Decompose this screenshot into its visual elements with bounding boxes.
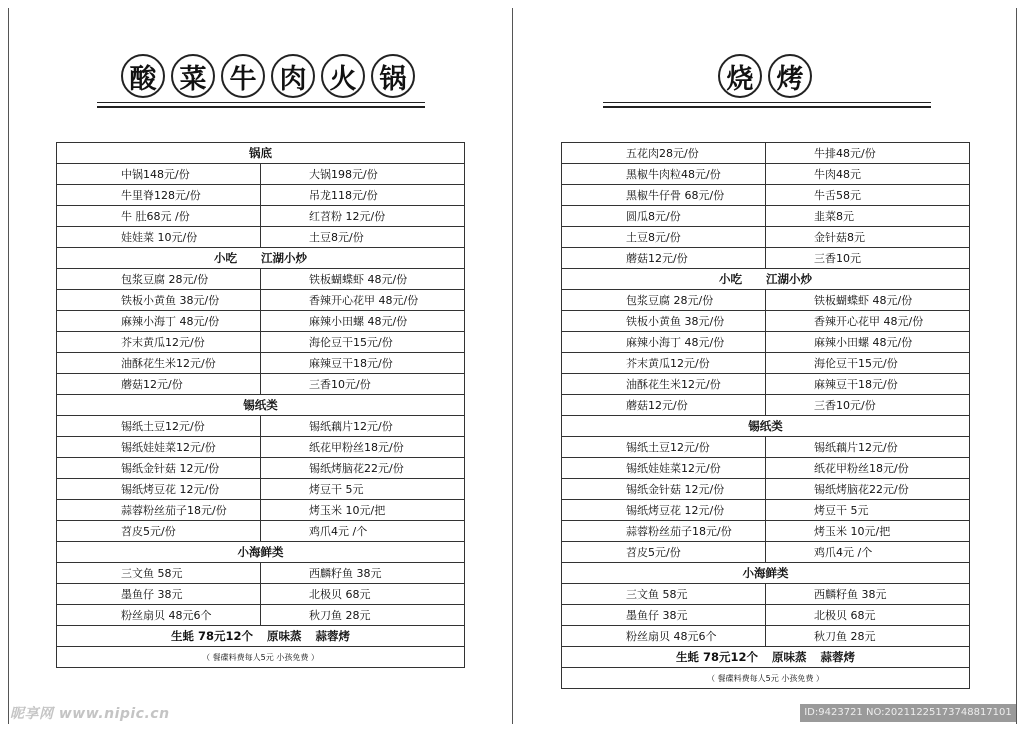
menu-page-hotpot [8, 8, 512, 724]
menu-item: 土豆8元/份 [261, 227, 465, 248]
menu-item: 纸花甲粉丝18元/份 [261, 437, 465, 458]
menu-item: 香辣开心花甲 48元/份 [261, 290, 465, 311]
section-header [562, 563, 970, 584]
menu-item: 粉丝扇贝 48元6个 [57, 605, 261, 626]
menu-item: 秋刀鱼 28元 [261, 605, 465, 626]
menu-item: 蘑菇12元/份 [562, 248, 766, 269]
menu-item: 三香10元 [766, 248, 970, 269]
menu-item: 锡纸娃娃菜12元/份 [562, 458, 766, 479]
title-rule-thick [603, 106, 931, 108]
menu-item: 麻辣小田螺 48元/份 [766, 332, 970, 353]
menu-item: 鸡爪4元 /个 [766, 542, 970, 563]
watermark-logo: 昵享网 www.nipic.cn [10, 706, 170, 722]
section-header [562, 416, 970, 437]
menu-row [562, 458, 970, 479]
menu-row [57, 311, 465, 332]
menu-item: 圆瓜8元/份 [562, 206, 766, 227]
menu-row [562, 626, 970, 647]
featured-item-label: 生蚝 78元12个 [170, 629, 253, 643]
section-header-row [57, 542, 465, 563]
menu-item: 蘑菇12元/份 [57, 374, 261, 395]
title-char: 酸 [121, 54, 165, 98]
menu-item: 西麟籽鱼 38元 [766, 584, 970, 605]
title-char: 肉 [271, 54, 315, 98]
section-header-row [57, 143, 465, 164]
featured-item-label: 蒜蓉烤 [315, 629, 350, 643]
menu-row [57, 164, 465, 185]
menu-item: 芥末黄瓜12元/份 [562, 353, 766, 374]
featured-item-label: 原味蒸 [772, 650, 807, 664]
menu-item: 纸花甲粉丝18元/份 [766, 458, 970, 479]
section-header [57, 248, 465, 269]
menu-item: 麻辣豆干18元/份 [261, 353, 465, 374]
menu-row [57, 290, 465, 311]
footnote-row [562, 668, 970, 689]
menu-item: 锡纸金针菇 12元/份 [562, 479, 766, 500]
menu-item: 麻辣小海丁 48元/份 [57, 311, 261, 332]
menu-item: 烤玉米 10元/把 [261, 500, 465, 521]
section-header-label: 小吃 [719, 272, 742, 286]
section-header-row [562, 269, 970, 290]
section-header [57, 395, 465, 416]
menu-row [57, 605, 465, 626]
menu-row [57, 206, 465, 227]
menu-item: 西麟籽鱼 38元 [261, 563, 465, 584]
title-rule-thick [97, 106, 425, 108]
menu-item: 鸡爪4元 /个 [261, 521, 465, 542]
menu-item: 海伦豆干15元/份 [261, 332, 465, 353]
menu-item: 麻辣豆干18元/份 [766, 374, 970, 395]
menu-item: 铁板小黄鱼 38元/份 [562, 311, 766, 332]
menu-item: 牛肉48元 [766, 164, 970, 185]
menu-row [562, 206, 970, 227]
menu-item: 苕皮5元/份 [562, 542, 766, 563]
menu-item: 三文鱼 58元 [562, 584, 766, 605]
featured-item [562, 647, 970, 668]
menu-item: 牛排48元/份 [766, 143, 970, 164]
menu-row [562, 395, 970, 416]
section-header [562, 269, 970, 290]
footnote: （ 餐碟料费每人5元 小孩免费 ） [562, 668, 970, 689]
menu-item: 香辣开心花甲 48元/份 [766, 311, 970, 332]
section-header-row [57, 248, 465, 269]
menu-item: 锡纸烤豆花 12元/份 [57, 479, 261, 500]
menu-table-bbq [561, 142, 970, 689]
section-header-row [562, 416, 970, 437]
menu-item: 苕皮5元/份 [57, 521, 261, 542]
menu-row [562, 437, 970, 458]
title-char: 锅 [371, 54, 415, 98]
menu-item: 铁板蝴蝶虾 48元/份 [766, 290, 970, 311]
menu-row [562, 164, 970, 185]
menu-row [562, 521, 970, 542]
section-header [57, 542, 465, 563]
menu-row [57, 479, 465, 500]
menu-item: 三香10元/份 [766, 395, 970, 416]
menu-row [57, 332, 465, 353]
menu-item: 娃娃菜 10元/份 [57, 227, 261, 248]
menu-row [57, 269, 465, 290]
menu-item: 锡纸金针菇 12元/份 [57, 458, 261, 479]
featured-item-row [562, 647, 970, 668]
title-rule-thin [603, 102, 931, 103]
menu-item: 黑椒牛仔骨 68元/份 [562, 185, 766, 206]
menu-table-hotpot [56, 142, 465, 668]
title-char: 牛 [221, 54, 265, 98]
menu-item: 大锅198元/份 [261, 164, 465, 185]
section-header-label: 锅底 [249, 146, 272, 160]
menu-item: 铁板蝴蝶虾 48元/份 [261, 269, 465, 290]
section-header-label: 小吃 [214, 251, 237, 265]
menu-item: 韭菜8元 [766, 206, 970, 227]
menu-item: 墨鱼仔 38元 [562, 605, 766, 626]
title-char: 火 [321, 54, 365, 98]
menu-item: 铁板小黄鱼 38元/份 [57, 290, 261, 311]
menu-item: 锡纸烤豆花 12元/份 [562, 500, 766, 521]
section-header-label: 锡纸类 [748, 419, 783, 433]
page-title-hotpot [121, 54, 421, 98]
menu-item: 蒜蓉粉丝茄子18元/份 [562, 521, 766, 542]
menu-row [57, 437, 465, 458]
menu-item: 蒜蓉粉丝茄子18元/份 [57, 500, 261, 521]
title-char: 烧 [718, 54, 762, 98]
menu-item: 麻辣小海丁 48元/份 [562, 332, 766, 353]
menu-item: 锡纸土豆12元/份 [57, 416, 261, 437]
menu-item: 北极贝 68元 [766, 605, 970, 626]
featured-item-label: 蒜蓉烤 [820, 650, 855, 664]
menu-item: 包浆豆腐 28元/份 [562, 290, 766, 311]
menu-item: 金针菇8元 [766, 227, 970, 248]
menu-item: 麻辣小田螺 48元/份 [261, 311, 465, 332]
image-id-badge: ID:9423721 NO:20211225173748817101 [800, 704, 1016, 722]
menu-row [57, 374, 465, 395]
menu-row [57, 521, 465, 542]
menu-row [562, 605, 970, 626]
menu-item: 蘑菇12元/份 [562, 395, 766, 416]
menu-row [562, 479, 970, 500]
menu-item: 五花肉28元/份 [562, 143, 766, 164]
page-title-bbq [718, 54, 818, 98]
menu-item: 锡纸娃娃菜12元/份 [57, 437, 261, 458]
menu-row [562, 584, 970, 605]
menu-row [562, 143, 970, 164]
featured-item-row [57, 626, 465, 647]
menu-item: 锡纸藕片12元/份 [261, 416, 465, 437]
menu-item: 芥末黄瓜12元/份 [57, 332, 261, 353]
menu-item: 油酥花生米12元/份 [562, 374, 766, 395]
title-char: 烤 [768, 54, 812, 98]
menu-item: 秋刀鱼 28元 [766, 626, 970, 647]
menu-row [562, 248, 970, 269]
menu-item: 三香10元/份 [261, 374, 465, 395]
menu-item: 中锅148元/份 [57, 164, 261, 185]
menu-row [57, 227, 465, 248]
menu-row [57, 500, 465, 521]
menu-item: 土豆8元/份 [562, 227, 766, 248]
menu-row [57, 416, 465, 437]
menu-item: 粉丝扇贝 48元6个 [562, 626, 766, 647]
menu-row [562, 332, 970, 353]
menu-item: 烤玉米 10元/把 [766, 521, 970, 542]
menu-row [562, 185, 970, 206]
featured-item-label: 生蚝 78元12个 [675, 650, 758, 664]
menu-item: 牛舌58元 [766, 185, 970, 206]
section-header-label: 江湖小炒 [261, 251, 307, 265]
section-header-label: 锡纸类 [243, 398, 278, 412]
title-rule-thin [97, 102, 425, 103]
menu-row [562, 374, 970, 395]
menu-item: 烤豆干 5元 [766, 500, 970, 521]
menu-item: 锡纸土豆12元/份 [562, 437, 766, 458]
menu-row [57, 458, 465, 479]
menu-page-bbq [512, 8, 1017, 724]
featured-item [57, 626, 465, 647]
title-char: 菜 [171, 54, 215, 98]
section-header-label: 江湖小炒 [766, 272, 812, 286]
menu-item: 锡纸烤脑花22元/份 [766, 479, 970, 500]
menu-row [57, 584, 465, 605]
menu-item: 红苕粉 12元/份 [261, 206, 465, 227]
featured-item-label: 原味蒸 [267, 629, 302, 643]
menu-row [562, 290, 970, 311]
menu-item: 烤豆干 5元 [261, 479, 465, 500]
menu-row [562, 500, 970, 521]
menu-item: 牛里脊128元/份 [57, 185, 261, 206]
menu-item: 锡纸藕片12元/份 [766, 437, 970, 458]
menu-row [562, 311, 970, 332]
footnote: （ 餐碟料费每人5元 小孩免费 ） [57, 647, 465, 668]
menu-item: 黑椒牛肉粒48元/份 [562, 164, 766, 185]
menu-item: 海伦豆干15元/份 [766, 353, 970, 374]
section-header [57, 143, 465, 164]
menu-row [57, 185, 465, 206]
menu-item: 三文鱼 58元 [57, 563, 261, 584]
section-header-label: 小海鲜类 [742, 566, 789, 580]
menu-item: 锡纸烤脑花22元/份 [261, 458, 465, 479]
footnote-row [57, 647, 465, 668]
menu-row [562, 542, 970, 563]
menu-item: 包浆豆腐 28元/份 [57, 269, 261, 290]
menu-row [562, 227, 970, 248]
menu-row [562, 353, 970, 374]
section-header-label: 小海鲜类 [237, 545, 284, 559]
menu-item: 吊龙118元/份 [261, 185, 465, 206]
menu-row [57, 563, 465, 584]
menu-row [57, 353, 465, 374]
menu-item: 油酥花生米12元/份 [57, 353, 261, 374]
menu-item: 墨鱼仔 38元 [57, 584, 261, 605]
section-header-row [57, 395, 465, 416]
menu-item: 北极贝 68元 [261, 584, 465, 605]
menu-item: 牛 肚68元 /份 [57, 206, 261, 227]
section-header-row [562, 563, 970, 584]
